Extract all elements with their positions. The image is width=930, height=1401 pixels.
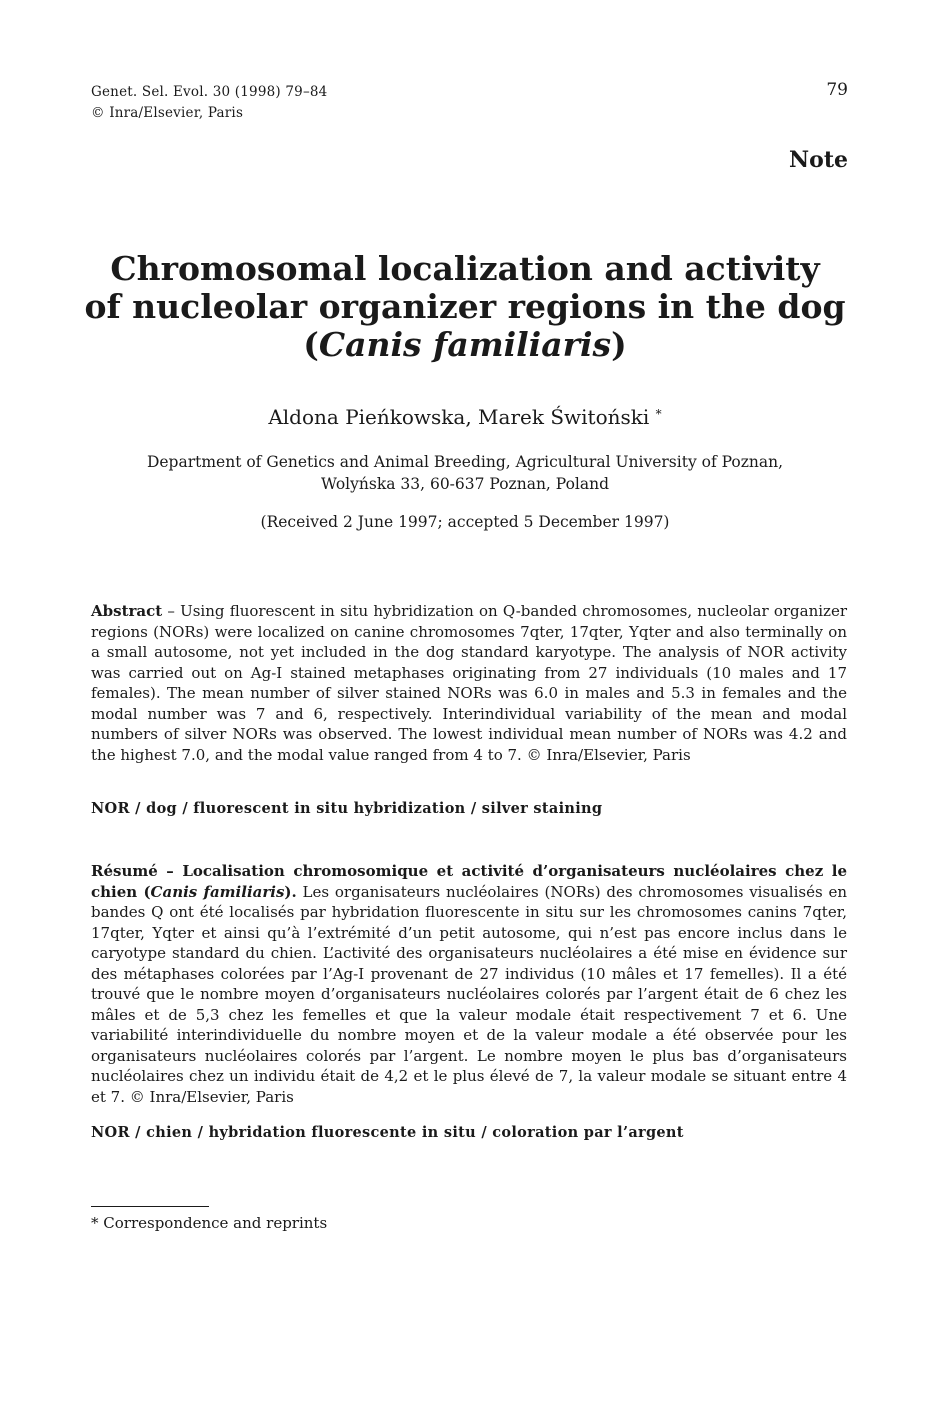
journal-header	[91, 82, 327, 124]
footnote-divider	[91, 1206, 209, 1207]
abstract-separator: –	[162, 602, 181, 620]
keywords-french: NOR / chien / hybridation fluorescente in situ / coloration par l’argent	[91, 1124, 684, 1141]
abstract-text: Using fluorescent in situ hybridization on Q-banded chromosomes, nucleolar organizer regions (NORs) were localized on canine chromosomes 7qter, 17qter, Yqter and also terminally on a small autosome, not yet included in the dog standard karyotype. The analysis of NOR activity was carried out on Ag-I stained metaphases originating from 27 individuals (10 males and 17 females). The mean number of silver stained NORs was 6.0 in males and 5.3 in females and the modal number was 7 and 6, respectively. Interindividual variability of the mean and modal numbers of silver NORs was observed. The lowest individual mean number of NORs was 4.2 and the highest 7.0, and the modal value ranged from 4 to 7. © Inra/Elsevier, Paris	[91, 602, 847, 764]
resume-species: Canis familiaris	[150, 882, 285, 901]
title-line-1: Chromosomal localization and activity	[110, 249, 820, 288]
resume	[91, 861, 847, 1107]
abstract-label: Abstract	[91, 602, 163, 620]
copyright-line: © Inra/Elsevier, Paris	[91, 105, 244, 121]
keywords-english: NOR / dog / fluorescent in situ hybridization / silver staining	[91, 800, 603, 817]
affiliation-line-1: Department of Genetics and Animal Breeding, Agricultural University of Poznan,	[146, 453, 784, 471]
title-close-paren: )	[611, 325, 627, 364]
affiliation	[0, 451, 930, 495]
title-open-paren: (	[303, 325, 319, 364]
page-number: 79	[826, 80, 848, 100]
abstract	[91, 601, 847, 765]
resume-text: Les organisateurs nucléolaires (NORs) des chromosomes visualisés en bandes Q ont été localisés par hybridation fluorescente in situ sur les chromosomes canins 7qter, 17qter, Yqter et ainsi qu’à l’extrémité d’un petit autosome, qui n’est pas encore inclus dans le caryotype standard du chien. L’activité des organisateurs nucléolaires a été mise en évidence sur des métaphases colorées par l’Ag-I provenant de 27 individus (10 mâles et 17 femelles). Il a été trouvé que le nombre moyen d’organisateurs nucléolaires colorés par l’argent était de 6 chez les mâles et de 5,3 chez les femelles et que la valeur modale était respectivement 7 et 6. Une variabilité interindividuelle du nombre moyen et de la valeur modale a été observée pour les organisateurs nucléolaires colorés par l’argent. Le nombre moyen le plus bas d’organisateurs nucléolaires chez un individu était de 4,2 et le plus élevé de 7, la valeur modale se situant entre 4 et 7. © Inra/Elsevier, Paris	[91, 882, 847, 1106]
received-dates: (Received 2 June 1997; accepted 5 December 1997)	[260, 513, 670, 531]
resume-label-end: ).	[284, 882, 297, 901]
affiliation-line-2: Wolyńska 33, 60-637 Poznan, Poland	[320, 475, 610, 493]
resume-label: Résumé – Localisation chromosomique et activité d’organisateurs nucléolaires chez le chien (	[91, 862, 847, 901]
corresponding-author-marker: *	[655, 407, 662, 421]
paper-title	[0, 250, 930, 364]
title-line-3	[0, 326, 930, 364]
author-names: Aldona Pieńkowska, Marek Świtoński	[268, 405, 650, 429]
author-list	[0, 405, 930, 429]
title-species: Canis familiaris	[318, 325, 612, 364]
section-label: Note	[789, 147, 848, 173]
title-line-2: of nucleolar organizer regions in the dog	[84, 287, 846, 326]
footnote: * Correspondence and reprints	[91, 1214, 328, 1232]
journal-citation: Genet. Sel. Evol. 30 (1998) 79–84	[91, 84, 328, 100]
